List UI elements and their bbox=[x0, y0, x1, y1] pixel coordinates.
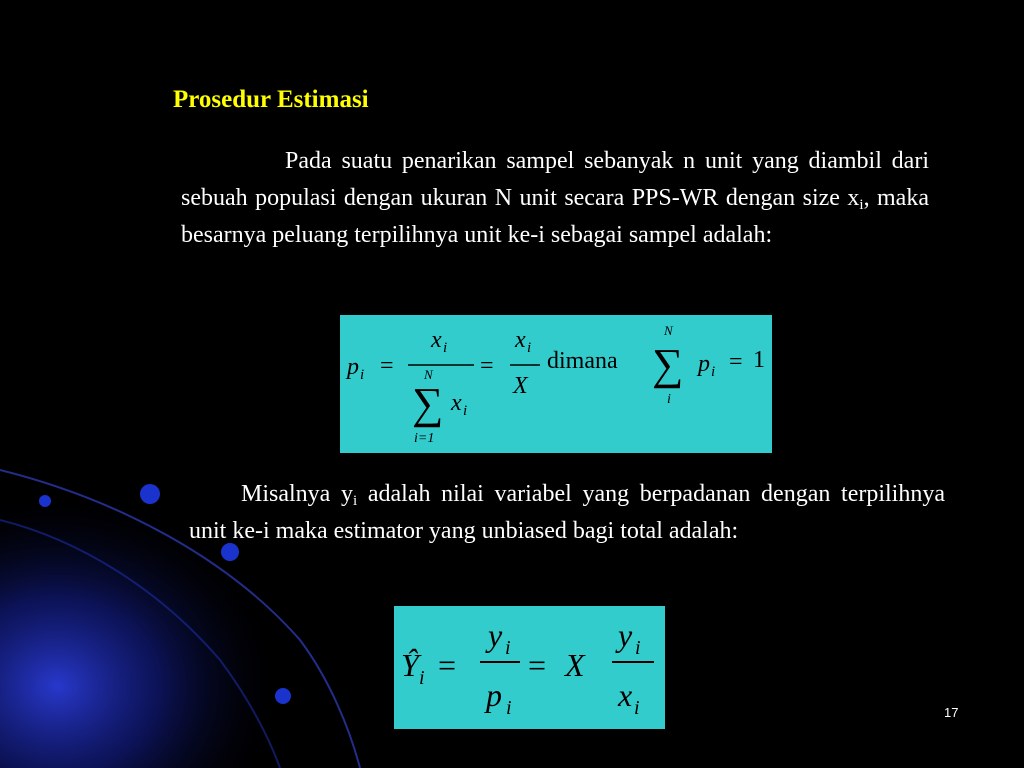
formula1-sum2-upper: N bbox=[664, 323, 673, 338]
formula1-sum-term-sub: i bbox=[463, 403, 468, 419]
paragraph-2-subscript: i bbox=[353, 493, 358, 509]
formula2-frac2-den-sub: i bbox=[634, 697, 640, 719]
paragraph-2-text-a: Misalnya y bbox=[241, 481, 353, 507]
formula1-sum2-lower: i bbox=[667, 392, 671, 407]
estimator-formula bbox=[394, 606, 665, 729]
dot bbox=[39, 495, 51, 507]
formula2-factor: X bbox=[565, 647, 585, 683]
formula1-frac1-num: x bbox=[431, 327, 442, 353]
formula1-sum2-symbol: ∑ bbox=[652, 340, 684, 389]
formula2-eq2: = bbox=[528, 647, 547, 683]
paragraph-2-text-b: adalah nilai variabel yang berpadanan dengan terpilihnya unit ke-i maka estimator yang unbiased bagi total adalah: bbox=[189, 481, 945, 544]
formula2-frac2-den: x bbox=[618, 677, 633, 713]
dot bbox=[140, 484, 160, 504]
formula2-frac1-num-sub: i bbox=[505, 637, 511, 659]
formula1-sum-symbol: ∑ bbox=[412, 379, 444, 428]
formula1-frac2-den: X bbox=[513, 373, 528, 399]
paragraph-1-text-a: Pada suatu penarikan sampel sebanyak n unit yang diambil dari sebuah populasi dengan ukuran N unit secara PPS-WR dengan size x bbox=[181, 148, 929, 211]
paragraph-1 bbox=[181, 143, 929, 254]
formula1-sum2-term: p bbox=[698, 351, 710, 377]
formula2-frac1-den: p bbox=[486, 677, 502, 713]
formula1-sum2-term-sub: i bbox=[711, 364, 716, 380]
probability-formula-box bbox=[340, 315, 772, 453]
estimator-formula-box bbox=[394, 606, 665, 729]
formula1-eq2: = bbox=[480, 353, 494, 379]
dot bbox=[275, 688, 291, 704]
formula1-word: dimana bbox=[547, 348, 618, 374]
paragraph-1-text-b: , maka besarnya peluang terpilihnya unit ke-i sebagai sampel adalah: bbox=[181, 185, 929, 248]
formula1-lhs-sub: i bbox=[360, 367, 365, 383]
formula2-eq1: = bbox=[438, 647, 457, 683]
formula2-frac2-num: y bbox=[618, 617, 633, 653]
formula1-frac2-num-sub: i bbox=[527, 340, 532, 356]
formula1-rhs: 1 bbox=[753, 347, 765, 373]
probability-formula bbox=[340, 315, 772, 453]
formula2-lhs: Ŷ bbox=[401, 647, 419, 683]
paragraph-2 bbox=[189, 476, 945, 550]
formula1-sum-term: x bbox=[451, 390, 462, 416]
paragraph-1-subscript: i bbox=[859, 197, 864, 213]
page-number: 17 bbox=[944, 705, 959, 720]
formula2-frac1-den-sub: i bbox=[506, 697, 512, 719]
formula2-frac1-num: y bbox=[488, 617, 503, 653]
formula2-lhs-sub: i bbox=[419, 667, 425, 689]
formula1-eq1: = bbox=[380, 353, 394, 379]
formula1-sum-lower: i=1 bbox=[414, 431, 435, 446]
formula2-frac2-num-sub: i bbox=[635, 637, 641, 659]
formula1-eq3: = bbox=[729, 349, 743, 375]
formula1-lhs: p bbox=[347, 354, 359, 380]
formula1-frac2-num: x bbox=[515, 327, 526, 353]
slide-title: Prosedur Estimasi bbox=[173, 86, 369, 113]
formula1-frac1-num-sub: i bbox=[443, 340, 448, 356]
formula1-sum-upper: N bbox=[424, 367, 433, 382]
